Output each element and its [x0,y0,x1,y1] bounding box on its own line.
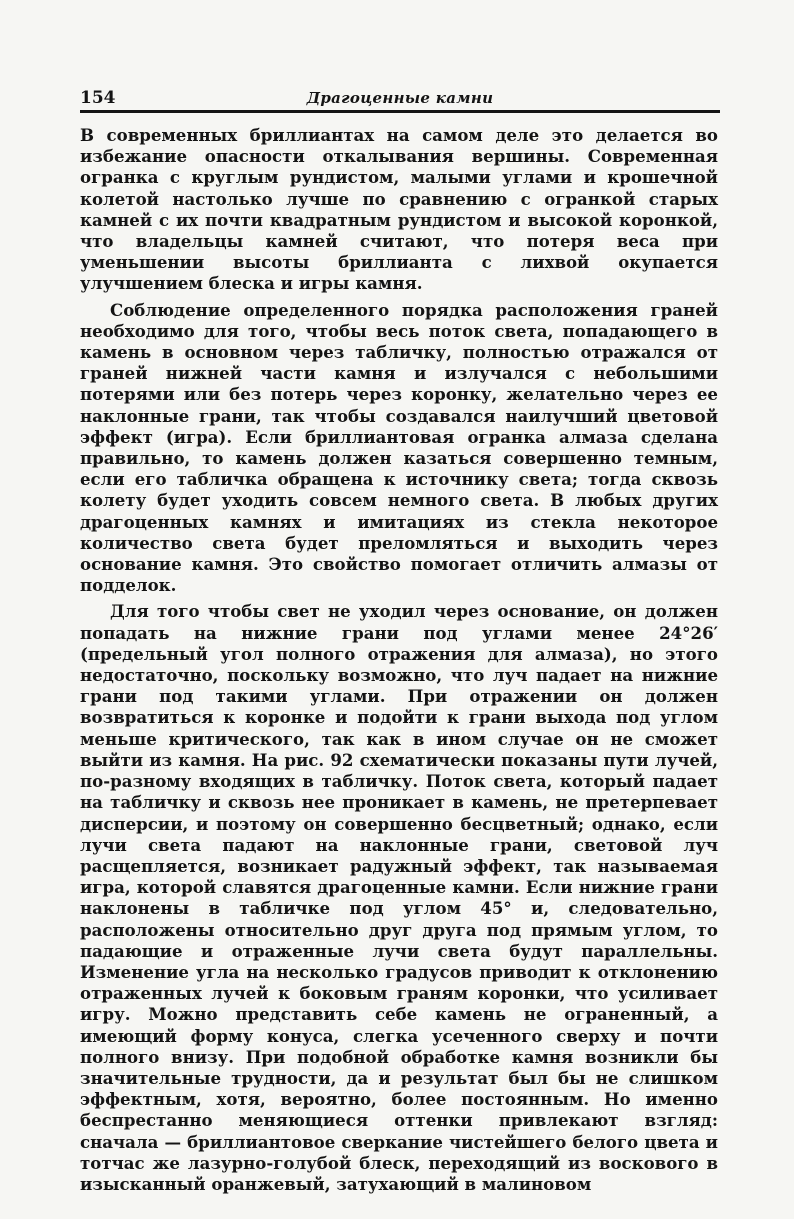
page-number: 154 [80,88,116,108]
paragraph: Для того чтобы свет не уходил через основание, он должен попадать на нижние грани под углами менее 24°26′ (предельный угол полного отражения для алмаза), но этого недостаточно, поскольку возможно, что луч падает на нижние грани под такими углами. При отражении он должен возвратиться к коронке и подойти к грани выхода под углом меньше критического, так как в ином случае он не сможет выйти из камня. На рис. 92 схематически показаны пути лучей, по-разному входящих в табличку. Поток света, который падает на табличку и сквозь нее проникает в камень, не претерпевает дисперсии, и поэтому он совершенно бесцветный; однако, если лучи света падают на наклонные грани, световой луч расщепляется, возникает радужный эффект, так называемая игра, которой славятся драгоценные камни. Если нижние грани наклонены в табличке под углом 45° и, следовательно, расположены относительно друг друга под прямым углом, то падающие и отраженные лучи света будут параллельны. Изменение угла на несколько градусов приводит к отклонению отраженных лучей к боковым граням коронки, что усиливает игру. Можно представить себе камень не ограненный, а имеющий форму конуса, слегка усеченного сверху и почти полного внизу. При подобной обработке камня возникли бы значительные трудности, да и результат был бы не слишком эффектным, хотя, вероятно, более постоянным. Но именно беспрестанно меняющиеся оттенки привлекают взгляд: сначала — бриллиантовое сверкание чистейшего белого цвета и тотчас же лазурно-голубой блеск, переходящий из воскового в изысканный оранжевый, затухающий в малиновом [80,601,718,1194]
paragraph: Соблюдение определенного порядка расположения граней необходимо для того, чтобы весь поток света, попадающего в камень в основном через табличку, полностью отражался от граней нижней части камня и излучался с небольшими потерями или без потерь через коронку, желательно через ее наклонные грани, так чтобы создавался наилучший цветовой эффект (игра). Если бриллиантовая огранка алмаза сделана правильно, то камень должен казаться совершенно темным, если его табличка обращена к источнику света; тогда сквозь колету будет уходить совсем немного света. В любых других драгоценных камнях и имитациях из стекла некоторое количество света будет преломляться и выходить через основание камня. Это свойство помогает отличить алмазы от подделок. [80,299,718,596]
paragraph-continuation: В современных бриллиантах на самом деле это делается во избежание опасности откалывания вершины. Современная огранка с круглым рундистом, малыми углами и крошечной колетой настолько лучше по сравнению с огранкой старых камней с их почти квадратным рундистом и высокой коронкой, что владельцы камней считают, что потеря веса при уменьшении высоты бриллианта с лихвой окупается улучшением блеска и игры камня. [80,125,718,294]
page-header [80,88,720,110]
running-title: Драгоценные камни [306,89,494,107]
header-rule [80,110,720,113]
body-text [80,125,718,1195]
